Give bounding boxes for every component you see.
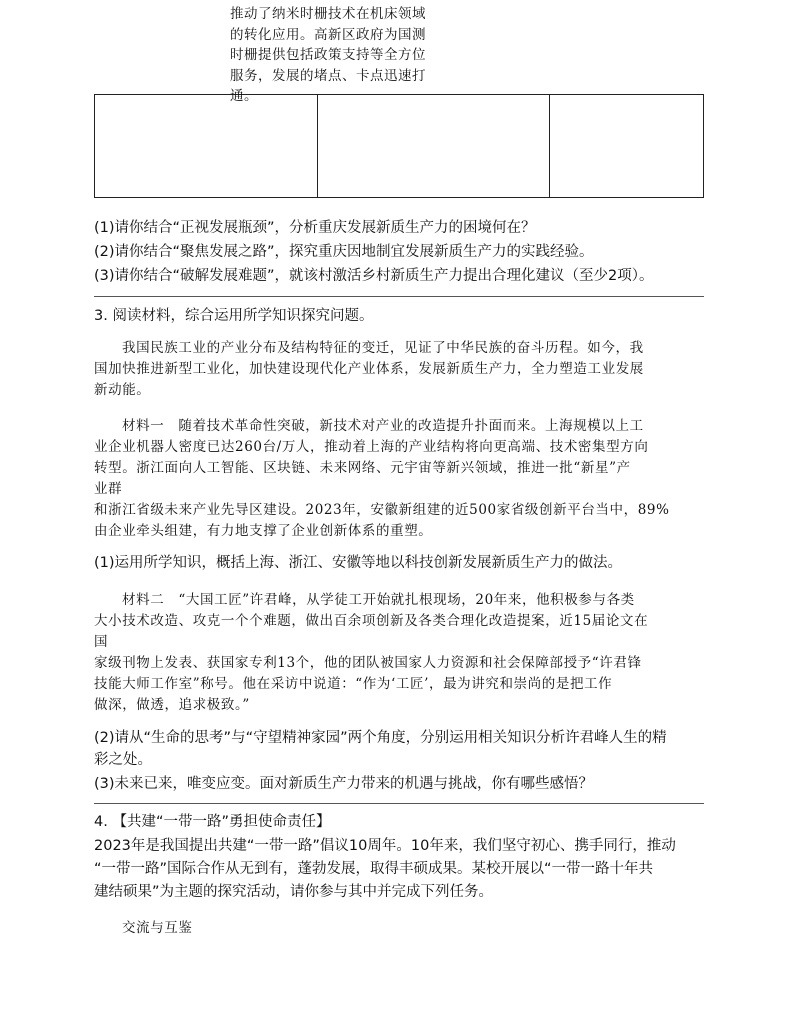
question-divider [94,296,704,297]
table-cell-line: 推动了纳米时栅技术在机床领域 [230,6,426,22]
q4-body-line: “一带一路”国际合作从无到有，蓬勃发展，取得丰硕成果。某校开展以“一带一路十年共 [94,861,654,877]
q3-intro-paragraph [94,338,706,401]
paragraph-line: 大小技术改造、攻克一个个难题，做出百余项创新及各类合理化改造提案，近15届论文在 [94,613,649,629]
paragraph-line: 材料一 随着技术革命性突破，新技术对产业的改造提升扑面而来。上海规模以上工 [122,418,644,434]
q3-sub-question-2-cont: 彩之处。 [94,752,152,768]
paragraph-line: 家级刊物上发表、获国家专利13个，他的团队被国家人力资源和社会保障部授予“许君锋 [94,655,642,671]
table-divider [317,95,318,197]
q4-heading: 4. 【共建“一带一路”勇担使命责任】 [94,814,331,830]
paragraph-line: 业群 [94,481,123,497]
q2-sub-question-2: (2)请你结合“聚焦发展之路”，探究重庆因地制宜发展新质生产力的实践经验。 [94,244,594,260]
q4-body-line: 2023年是我国提出共建“一带一路”倡议10周年。10年来，我们坚守初心、携手同行，推动 [94,838,676,854]
paragraph-line: 技能大师工作室”称号。他在采访中说道：“作为‘工匠’，最为讲究和崇尚的是把工作 [94,676,613,692]
q3-material-1 [94,416,706,542]
paragraph-line: 做深，做透，追求极致。” [94,697,250,713]
question-divider [94,803,704,804]
paragraph-line: 材料二 “大国工匠”许君峰，从学徒工开始就扎根现场，20年来，他积极参与各类 [122,592,635,608]
paragraph-line: 由企业牵头组建，有力地支撑了企业创新体系的重塑。 [94,523,433,539]
q4-subsection-title: 交流与互鉴 [122,920,193,936]
q2-sub-question-1: (1)请你结合“正视发展瓶颈”，分析重庆发展新质生产力的困境何在？ [94,220,536,236]
q3-sub-question-2: (2)请从“生命的思考”与“守望精神家园”两个角度，分别运用相关知识分析许君峰人生的精 [94,730,667,746]
q3-material-2 [94,590,706,716]
table-cell-line: 的转化应用。高新区政府为国测 [230,26,426,43]
paragraph-line: 国 [94,634,109,650]
q3-sub-question-3: (3)未来已来，唯变应变。面对新质生产力带来的机遇与挑战，你有哪些感悟？ [94,776,594,792]
q3-sub-question-1: (1)运用所学知识，概括上海、浙江、安徽等地以科技创新发展新质生产力的做法。 [94,555,623,571]
paragraph-line: 和浙江省级未来产业先导区建设。2023年，安徽新组建的近500家省级创新平台当中，89% [94,502,670,518]
paragraph-line: 新动能。 [94,382,151,398]
table-cell-line: 服务，发展的堵点、卡点迅速打 [230,67,426,84]
table-cell-line: 通。 [230,88,258,104]
q2-sub-question-3: (3)请你结合“破解发展难题”，就该村激活乡村新质生产力提出合理化建议（至少2项）。 [94,268,654,284]
q4-body-line: 建结硕果”为主题的探究活动，请你参与其中并完成下列任务。 [94,884,494,900]
paragraph-line: 我国民族工业的产业分布及结构特征的变迁，见证了中华民族的奋斗历程。如今，我 [122,340,644,356]
paragraph-line: 转型。浙江面向人工智能、区块链、未来网络、元宇宙等新兴领域，推进一批“新星”产 [94,460,631,476]
table-divider [549,95,550,197]
q3-heading: 3. 阅读材料，综合运用所学知识探究问题。 [94,308,374,324]
paragraph-line: 国加快推进新型工业化，加快建设现代化产业体系，发展新质生产力，全力塑造工业发展 [94,361,644,377]
paragraph-line: 业企业机器人密度已达260台/万人，推动着上海的产业结构将向更高端、技术密集型方向 [94,439,649,455]
table-cell-line: 时栅提供包括政策支持等全方位 [230,47,426,63]
table-fragment [94,94,704,198]
table-cell-text [230,4,452,107]
